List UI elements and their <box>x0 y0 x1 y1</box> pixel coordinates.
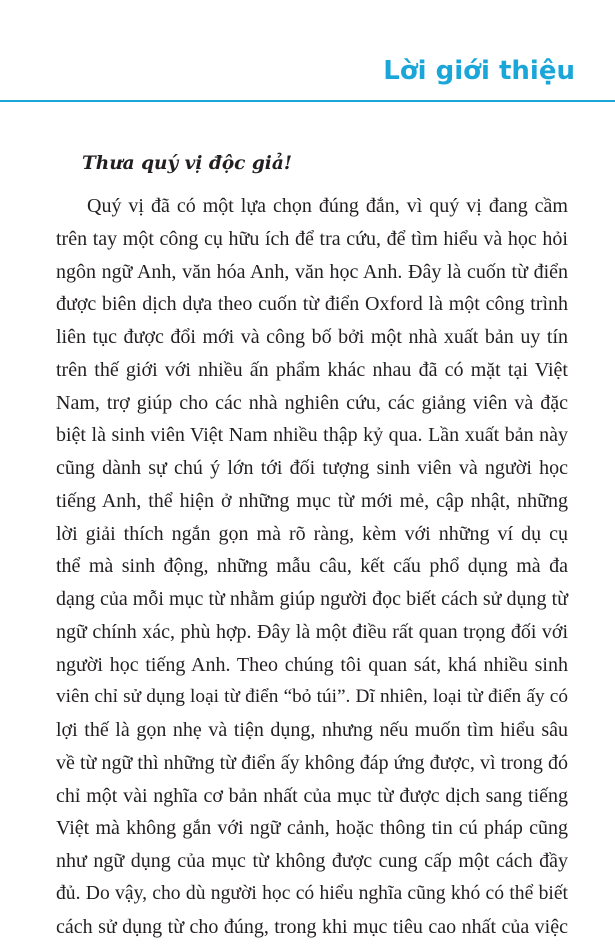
paragraph-line: thể mà sinh động, những mẫu câu, kết cấu phổ dụng mà đa <box>56 555 568 578</box>
paragraph-line: ngôn ngữ Anh, văn hóa Anh, văn học Anh. Đây là cuốn từ điển <box>56 260 568 283</box>
paragraph-line: Nam, trợ giúp cho các nhà nghiên cứu, các giảng viên và đặc <box>56 391 568 414</box>
paragraph-line: Quý vị đã có một lựa chọn đúng đắn, vì quý vị đang cầm <box>87 195 568 217</box>
paragraph-line: được biên dịch dựa theo cuốn từ điển Oxford là một công trình <box>56 293 568 316</box>
paragraph-line: cũng dành sự chú ý lớn tới đối tượng sinh viên và người học <box>56 457 568 479</box>
title-divider <box>0 100 615 102</box>
intro-paragraph <box>56 190 568 943</box>
paragraph-line: viên chỉ sử dụng loại từ điển “bỏ túi”. Dĩ nhiên, loại từ điển ấy có <box>56 686 568 708</box>
page-header <box>0 0 615 120</box>
paragraph-line: cách sử dụng từ cho đúng, trong khi mục tiêu cao nhất của việc <box>56 915 568 938</box>
paragraph-line: trên thế giới với nhiều ấn phẩm khác nhau đã có mặt tại Việt <box>56 358 568 381</box>
paragraph-line: lời giải thích ngắn gọn mà rõ ràng, kèm với những ví dụ cụ <box>56 522 568 545</box>
salutation: Thưa quý vị độc giả! <box>82 153 292 174</box>
paragraph-line: người học tiếng Anh. Theo chúng tôi quan sát, khá nhiều sinh <box>56 653 568 676</box>
paragraph-line: trên tay một công cụ hữu ích để tra cứu, để tìm hiểu và học hỏi <box>56 227 568 250</box>
paragraph-line: tiếng Anh, thể hiện ở những mục từ mới mẻ, cập nhật, những <box>56 489 568 512</box>
paragraph-line: như ngữ dụng của mục từ không được cung cấp một cách đầy <box>56 850 568 872</box>
paragraph-line: chỉ một vài nghĩa cơ bản nhất của mục từ được dịch sang tiếng <box>56 784 568 807</box>
paragraph-line: đủ. Do vậy, cho dù người học có hiểu nghĩa cũng khó có thể biết <box>56 882 568 904</box>
paragraph-line: liên tục được đổi mới và công bố bởi một nhà xuất bản uy tín <box>56 326 568 348</box>
paragraph-line: về từ ngữ thì những từ điển ấy không đáp ứng được, vì trong đó <box>56 751 568 774</box>
page-title: Lời giới thiệu <box>383 56 575 86</box>
paragraph-line: biệt là sinh viên Việt Nam nhiều thập kỷ qua. Lần xuất bản này <box>56 424 568 447</box>
paragraph-line: lợi thế là gọn nhẹ và tiện dụng, nhưng nếu muốn tìm hiểu sâu <box>56 719 568 741</box>
paragraph-line: dạng của mỗi mục từ nhằm giúp người đọc biết cách sử dụng từ <box>56 588 568 610</box>
paragraph-line: Việt mà không gắn với ngữ cảnh, hoặc thông tin cú pháp cũng <box>56 817 568 840</box>
paragraph-line: ngữ chính xác, phù hợp. Đây là một điều rất quan trọng đối với <box>56 620 568 643</box>
